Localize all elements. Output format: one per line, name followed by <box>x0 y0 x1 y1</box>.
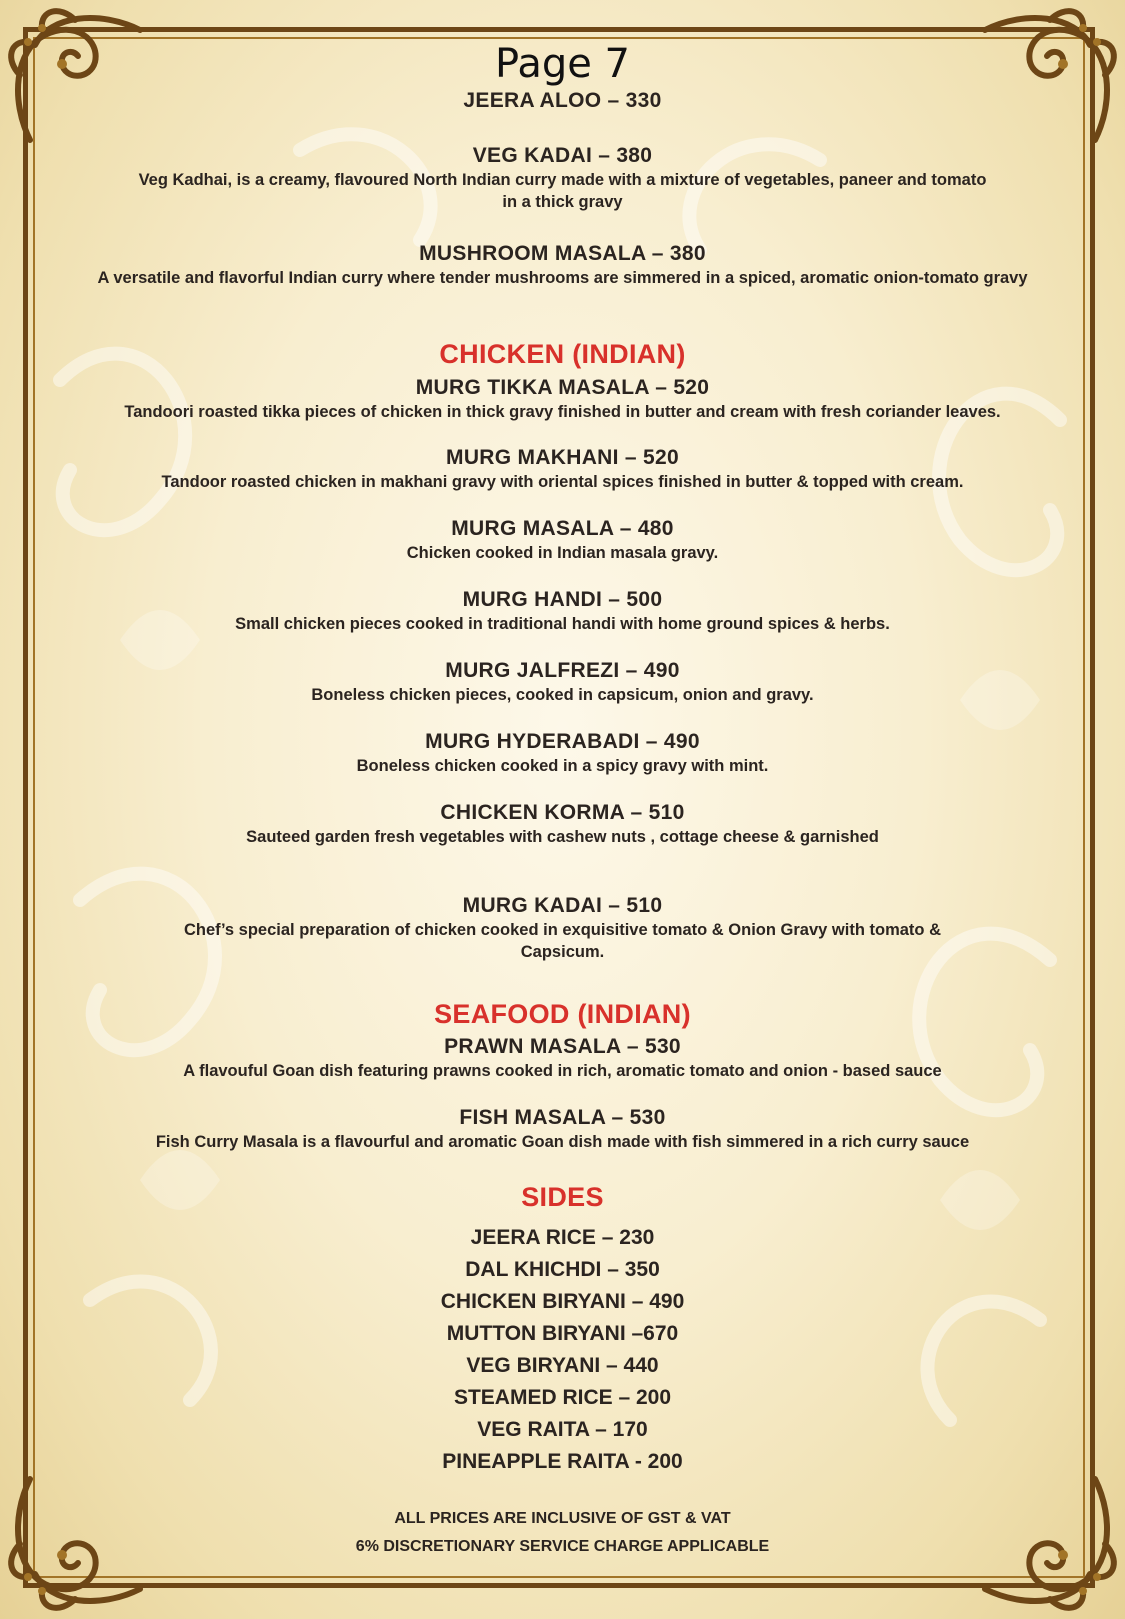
menu-item <box>60 800 1065 848</box>
list-item: PINEAPPLE RAITA - 200 <box>442 1450 683 1473</box>
footer-service-charge-note: 6% DISCRETIONARY SERVICE CHARGE APPLICABLE <box>355 1538 770 1555</box>
section-title-chicken: CHICKEN (INDIAN) <box>439 339 686 369</box>
menu-item <box>60 516 1065 564</box>
menu-item-description: Chicken cooked in Indian masala gravy. <box>406 544 719 562</box>
menu-item-description: Sauteed garden fresh vegetables with cashew nuts , cottage cheese & garnished <box>246 828 879 846</box>
menu-item-name: PRAWN MASALA – 530 <box>444 1035 681 1058</box>
menu-item-description: Boneless chicken cooked in a spicy gravy with mint. <box>356 757 769 775</box>
menu-item-name: MURG HANDI – 500 <box>462 588 663 611</box>
list-item: STEAMED RICE – 200 <box>453 1386 672 1409</box>
sides-list <box>60 1222 1065 1478</box>
menu-item-description: Tandoori roasted tikka pieces of chicken in thick gravy finished in butter and cream with fresh coriander leaves. <box>124 403 1001 421</box>
list-item: MUTTON BIRYANI –670 <box>446 1322 679 1345</box>
menu-item <box>60 658 1065 706</box>
list-item: DAL KHICHDI – 350 <box>465 1258 660 1281</box>
section-title-seafood: SEAFOOD (INDIAN) <box>434 999 691 1029</box>
footer-gst-note: ALL PRICES ARE INCLUSIVE OF GST & VAT <box>394 1510 731 1527</box>
menu-item-description: Chef’s special preparation of chicken cooked in exquisitive tomato & Onion Gravy with tomato & Capsicum. <box>183 921 941 961</box>
menu-item-name: MURG HYDERABADI – 490 <box>425 730 700 753</box>
menu-item-description: Small chicken pieces cooked in traditional handi with home ground spices & herbs. <box>235 615 890 633</box>
menu-item <box>60 1034 1065 1082</box>
menu-item-name: CHICKEN KORMA – 510 <box>440 801 685 824</box>
menu-item-name: MURG MASALA – 480 <box>451 517 674 540</box>
menu-item <box>60 241 1065 289</box>
list-item: VEG BIRYANI – 440 <box>466 1354 659 1377</box>
menu-item-name: MURG MAKHANI – 520 <box>446 446 679 469</box>
menu-item <box>60 143 1065 213</box>
page-label: Page 7 <box>495 41 630 87</box>
menu-item-description: A flavouful Goan dish featuring prawns cooked in rich, aromatic tomato and onion - based sauce <box>183 1062 942 1080</box>
menu-item-name: MUSHROOM MASALA – 380 <box>419 242 706 265</box>
menu-item-name: VEG KADAI – 380 <box>472 144 653 167</box>
menu-item-description: Tandoor roasted chicken in makhani gravy with oriental spices finished in butter & topped with cream. <box>161 473 964 491</box>
menu-item-name: JEERA ALOO – 330 <box>463 89 662 112</box>
menu-item <box>60 88 1065 114</box>
menu-item <box>60 1105 1065 1153</box>
menu-item-description: Boneless chicken pieces, cooked in capsicum, onion and gravy. <box>311 686 814 704</box>
menu-item-description: A versatile and flavorful Indian curry where tender mushrooms are simmered in a spiced, aromatic onion-tomato gravy <box>97 269 1028 287</box>
menu-item-description: Veg Kadhai, is a creamy, flavoured North Indian curry made with a mixture of vegetables, paneer and tomato in a thick gravy <box>138 171 987 211</box>
menu-item-name: MURG KADAI – 510 <box>462 894 663 917</box>
menu-item <box>60 893 1065 963</box>
menu-item-description: Fish Curry Masala is a flavourful and aromatic Goan dish made with fish simmered in a rich curry sauce <box>155 1133 970 1151</box>
menu-item-name: MURG TIKKA MASALA – 520 <box>415 376 710 399</box>
list-item: VEG RAITA – 170 <box>477 1418 648 1441</box>
menu-item <box>60 729 1065 777</box>
list-item: JEERA RICE – 230 <box>470 1226 655 1249</box>
section-title-sides: SIDES <box>521 1182 604 1212</box>
menu-item <box>60 375 1065 423</box>
menu-item-name: MURG JALFREZI – 490 <box>445 659 680 682</box>
menu-item <box>60 445 1065 493</box>
menu-item-name: FISH MASALA – 530 <box>459 1106 666 1129</box>
list-item: CHICKEN BIRYANI – 490 <box>440 1290 685 1313</box>
menu-item <box>60 587 1065 635</box>
